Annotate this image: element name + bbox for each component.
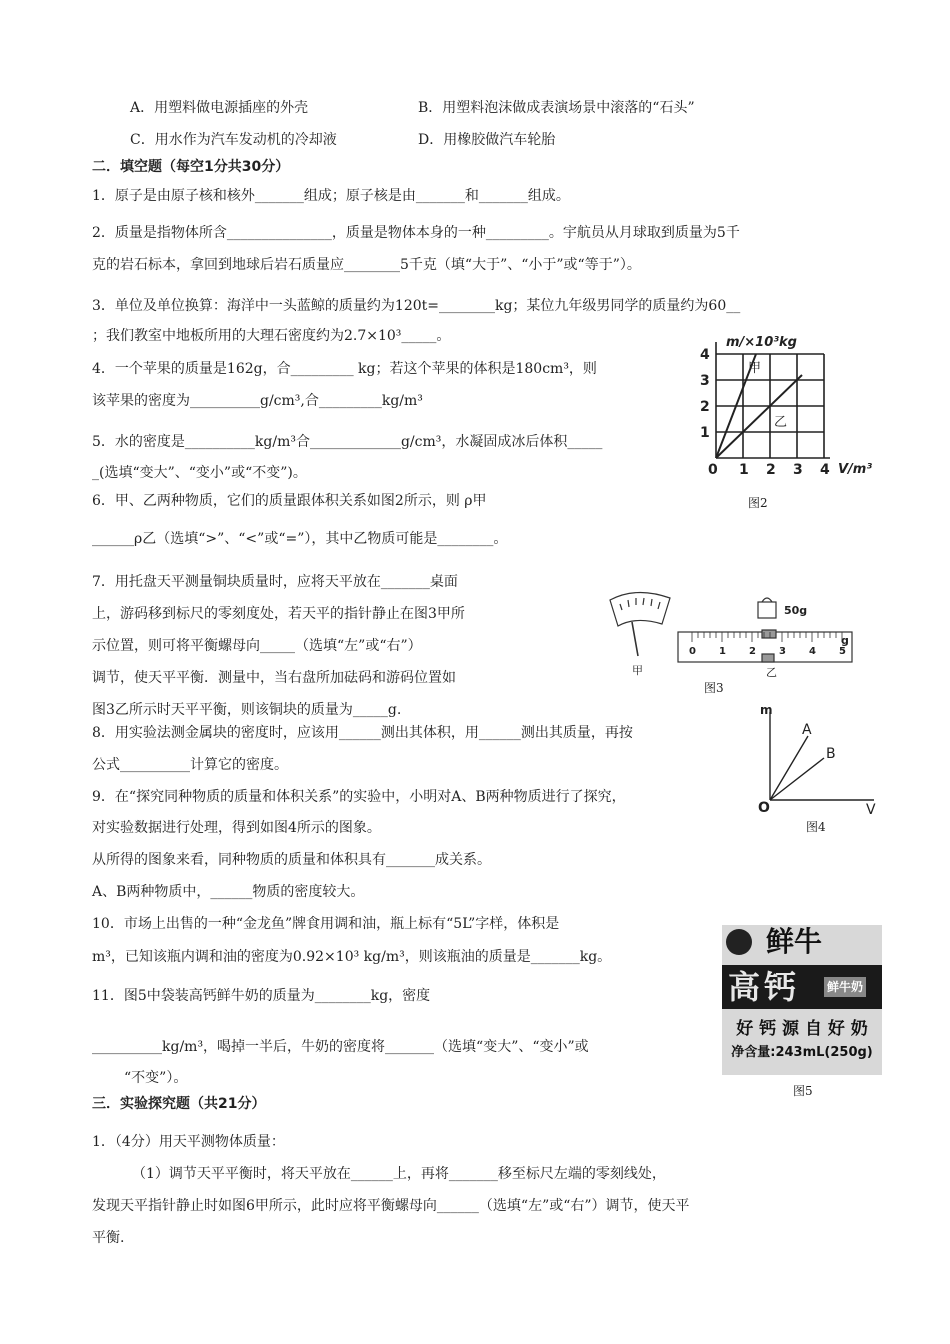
s3-q1-line1: （1）调节天平平衡时，将天平放在______上，再将_______移至标尺左端的零刻线处， xyxy=(132,1166,666,1182)
fig2-x-label: V/m³ xyxy=(838,462,873,477)
q11-line2: __________kg/m³，喝掉一半后，牛奶的密度将_______（选填“变大”、“变小”或 xyxy=(92,1039,589,1055)
fig4-origin: O xyxy=(758,800,770,816)
q11-line3: “不变”）。 xyxy=(124,1070,188,1086)
fig2-x-tick: 1 xyxy=(739,462,749,478)
q3-line2: ；我们教室中地板所用的大理石密度约为2.7×10³_____。 xyxy=(92,328,451,344)
q11-line1: 11．图5中袋装高钙鲜牛奶的质量为________kg，密度 xyxy=(92,988,431,1004)
fig2-origin: 0 xyxy=(708,462,718,478)
q7-line5: 图3乙所示时天平平衡，则该铜块的质量为_____g. xyxy=(92,702,402,718)
fig3-weight: 50g xyxy=(784,604,808,617)
q9-line1: 9．在“探究同种物质的质量和体积关系”的实验中，小明对A、B两种物质进行了探究， xyxy=(92,789,626,805)
s3-q1-line2: 发现天平指针静止时如图6甲所示，此时应将平衡螺母向______（选填“左”或“右”）调节，使天平 xyxy=(92,1198,690,1214)
q2-line1: 2．质量是指物体所含_______________，质量是物体本身的一种_________。宇航员从月球取到质量为5千 xyxy=(92,225,740,241)
fig4-line-b: B xyxy=(826,746,836,762)
fig3-label-b: 乙 xyxy=(766,666,777,679)
fig2-caption: 图2 xyxy=(748,496,768,510)
q3-line1: 3．单位及单位换算：海洋中一头蓝鲸的质量约为120t=________kg；某位九年级男同学的质量约为60__ xyxy=(92,298,741,314)
q4-line1: 4．一个苹果的质量是162g，合_________ kg；若这个苹果的体积是180cm³，则 xyxy=(92,361,597,377)
fig4-caption: 图4 xyxy=(806,820,826,834)
fig3-ruler-label: 3 xyxy=(779,646,786,657)
fig5-net: 净含量:243mL(250g) xyxy=(731,1045,873,1060)
q7-line1: 7．用托盘天平测量铜块质量时，应将天平放在_______桌面 xyxy=(92,574,458,590)
fig2-y-tick: 1 xyxy=(700,425,710,441)
figure-3 xyxy=(596,582,856,697)
fig2-y-tick: 3 xyxy=(700,373,710,389)
q7-line4: 调节，使天平平衡．测量中，当右盘所加砝码和游码位置如 xyxy=(92,670,456,686)
fig3-label-a: 甲 xyxy=(632,664,643,677)
fig2-y-tick: 4 xyxy=(700,347,710,363)
fig3-ruler-label: 1 xyxy=(719,646,726,657)
section2-heading: 二．填空题（每空1分共30分） xyxy=(92,159,290,175)
fig2-x-tick: 2 xyxy=(766,462,776,478)
figure-2 xyxy=(690,328,890,518)
q10-line2: m³，已知该瓶内调和油的密度为0.92×10³ kg/m³，则该瓶油的质量是_______kg。 xyxy=(92,949,612,965)
option-d: D．用橡胶做汽车轮胎 xyxy=(418,132,556,148)
figure-5-photo xyxy=(722,925,882,1075)
fig2-y-tick: 2 xyxy=(700,399,710,415)
fig4-y-label: m xyxy=(760,703,773,717)
q5-line1: 5．水的密度是__________kg/m³合_____________g/cm³，水凝固成冰后体积_____ xyxy=(92,434,603,450)
q6-line1: 6．甲、乙两种物质，它们的质量跟体积关系如图2所示，则 ρ甲 xyxy=(92,493,487,509)
fig4-x-label: V xyxy=(866,802,876,818)
s3-q1-title: 1．（4分）用天平测物体质量： xyxy=(92,1134,285,1150)
q1: 1．原子是由原子核和核外_______组成；原子核是由_______和_______组成。 xyxy=(92,188,570,204)
fig3-caption: 图3 xyxy=(704,681,724,695)
q9-line3: 从所得的图象来看，同种物质的质量和体积具有_______成关系。 xyxy=(92,852,491,868)
q7-line2: 上，游码移到标尺的零刻度处，若天平的指针静止在图3甲所 xyxy=(92,606,465,622)
q5-line2: _(选填“变大”、“变小”或“不变”)。 xyxy=(92,465,307,481)
fig3-ruler-label: 2 xyxy=(749,646,756,657)
fig3-ruler-label: 0 xyxy=(689,646,696,657)
option-a: A．用塑料做电源插座的外壳 xyxy=(130,100,309,116)
fig5-brand-top: 鲜牛 xyxy=(766,925,823,958)
fig5-slogan: 好 钙 源 自 好 奶 xyxy=(736,1019,868,1039)
section3-heading: 三．实验探究题（共21分） xyxy=(92,1096,266,1112)
fig2-line-a: 甲 xyxy=(748,361,762,376)
fig5-brand-mid: 高钙 xyxy=(728,968,801,1006)
fig4-line-a: A xyxy=(802,722,812,738)
q10-line1: 10．市场上出售的一种“金龙鱼”牌食用调和油，瓶上标有“5L”字样，体积是 xyxy=(92,916,560,932)
q2-line2: 克的岩石标本，拿回到地球后岩石质量应________5千克（填“大于”、“小于”或“等于”）。 xyxy=(92,257,641,273)
fig5-caption: 图5 xyxy=(793,1084,813,1098)
fig2-x-tick: 4 xyxy=(820,462,830,478)
s3-q1-line3: 平衡. xyxy=(92,1230,125,1246)
q6-line2: ______ρ乙（选填“>”、“<”或“=”），其中乙物质可能是________。 xyxy=(92,531,508,547)
q4-line2: 该苹果的密度为__________g/cm³,合_________kg/m³ xyxy=(92,393,423,409)
fig5-brand-small: 鲜牛奶 xyxy=(824,977,866,997)
option-c: C．用水作为汽车发动机的冷却液 xyxy=(130,132,337,148)
fig3-ruler-label: 4 xyxy=(809,646,816,657)
q9-line2: 对实验数据进行处理，得到如图4所示的图象。 xyxy=(92,820,381,836)
q8-line2: 公式__________计算它的密度。 xyxy=(92,757,288,773)
option-b: B．用塑料泡沫做成表演场景中滚落的“石头” xyxy=(418,100,695,116)
fig2-y-label: m/×10³kg xyxy=(726,335,797,350)
fig3-ruler-label: 5 xyxy=(839,646,846,657)
fig3-unit: g xyxy=(841,634,849,647)
q9-line4: A、B两种物质中，______物质的密度较大。 xyxy=(92,884,365,900)
fig2-x-tick: 3 xyxy=(793,462,803,478)
q8-line1: 8．用实验法测金属块的密度时，应该用______测出其体积，用______测出其质量，再按 xyxy=(92,725,633,741)
q7-line3: 示位置，则可将平衡螺母向_____（选填“左”或“右”） xyxy=(92,638,422,654)
fig2-line-b: 乙 xyxy=(774,415,788,430)
